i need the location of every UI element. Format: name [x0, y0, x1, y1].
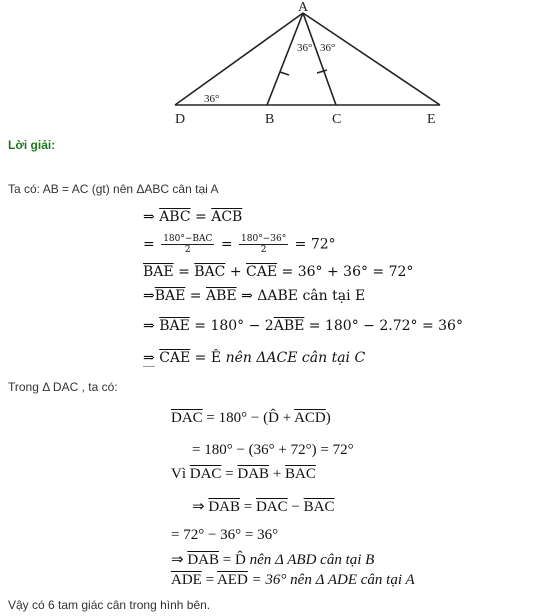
segment-ae [303, 13, 440, 105]
solution-heading: Lời giải: [8, 138, 56, 152]
intro-text: Ta có: AB = AC (gt) nên ΔABC cân tại A [8, 182, 219, 196]
vertex-d-label: D [175, 112, 186, 127]
vertex-c-label: C [332, 112, 342, 127]
tick-ab [280, 72, 289, 75]
math-line-3: $\overline{BAE} = \overline{BAC} + \overline{CAE} = 36^\circ + 36^\circ = 72^\circ$ [143, 264, 414, 280]
vertex-a-label: A [298, 0, 309, 15]
vertex-e-label: E [427, 112, 436, 127]
tick-ac [317, 70, 327, 73]
math-line-8: = 180° − (36° + 72°) = 72° [192, 442, 354, 458]
segment-ad [175, 13, 303, 105]
math-line-12: ⇒ $\overline{DAB}$ = D̂ nên Δ ABD cân tại B [171, 552, 375, 568]
dac-intro-text: Trong Δ DAC , ta có: [8, 380, 118, 394]
math-line-7: $\overline{DAC} = 180^\circ$ − (D̂ + $\overline{ACD}$) [171, 410, 331, 426]
angle-bae-label: 36° [297, 42, 313, 54]
math-line-9: Vì $\overline{DAC} = \overline{DAB} + \overline{BAC}$ [171, 466, 316, 482]
math-line-10: ⇒ $\overline{DAB} = \overline{DAC} - \overline{BAC}$ [192, 499, 335, 515]
segment-ac [303, 13, 336, 105]
triangle-figure [0, 0, 539, 130]
math-line-2: = $\frac{\text{180°−BAC}}{2}$ = $\frac{180^\circ-36^\circ}{2}$ = 72° [143, 234, 336, 255]
math-line-1: ⇒ $\overline{ABC} = \overline{ACB}$ [143, 209, 243, 225]
math-line-6: ⇒ $\overline{CAE}$ = Ê nên ΔACE cân tại C [143, 350, 366, 366]
angle-adb-label: 36° [204, 93, 220, 105]
math-line-4: $\Rightarrow\overline{BAE} = \overline{ABE}$ ⇒ ΔABE cân tại E [143, 288, 366, 304]
angle-cae-label: 36° [320, 42, 336, 54]
math-line-5: ⇒ $\overline{BAE} = 180^\circ - 2\overline{ABE} = 180^\circ - 2.72^\circ = 36^\circ$ [143, 318, 463, 334]
math-line-11: = 72° − 36° = 36° [171, 527, 279, 543]
vertex-b-label: B [265, 112, 275, 127]
math-line-13: $\overline{ADE} = \overline{AED} = 36^\circ$ nên Δ ADE cân tại A [171, 572, 415, 588]
conclusion-text: Vậy có 6 tam giác cân trong hình bên. [8, 598, 211, 612]
